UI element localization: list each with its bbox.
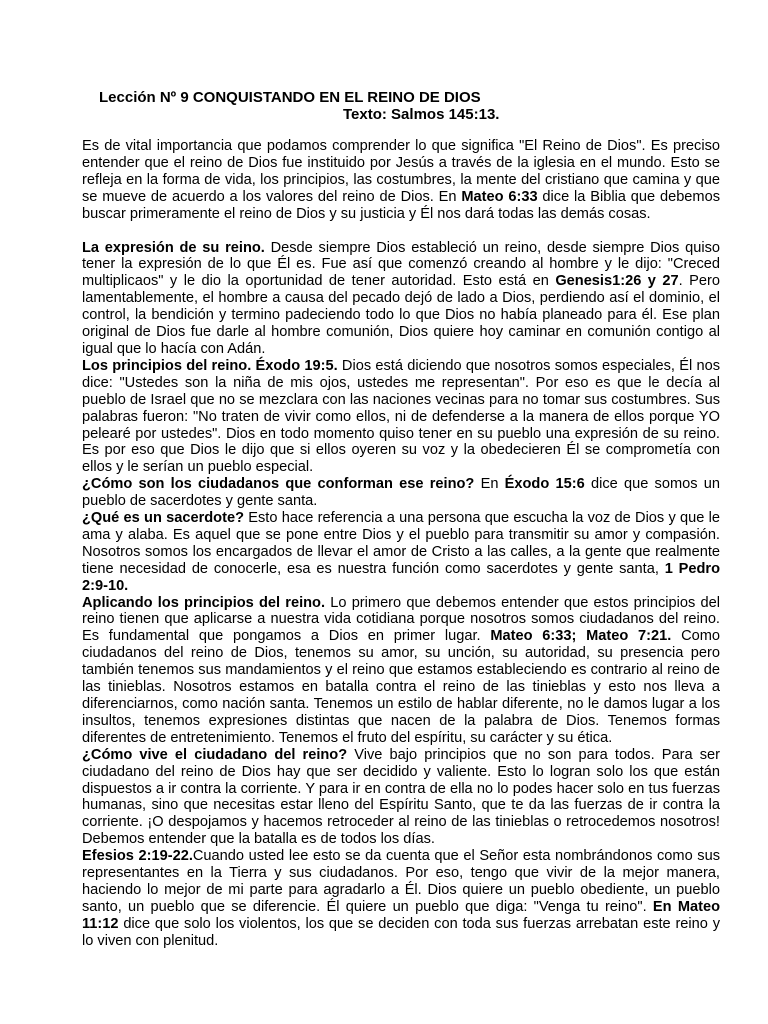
- text-run: Esto hace referencia a una persona que escucha la voz de Dios y que le ama y alaba. Es aquel que se pone entre Dios y el pueblo para transmitir su amor y compasión. Nosotros somos los encargados de llevar el amor de Cristo a las calles, a la gente que realmente tiene necesidad de conocerle, esa es nuestra función como sacerdotes y gente santa,: [82, 510, 720, 577]
- text-run: En: [474, 476, 505, 493]
- text-reference: Texto: Salmos 145:13.: [343, 106, 500, 123]
- section-heading: La expresión de su reino.: [82, 239, 265, 256]
- paragraph-sacerdote: [82, 510, 720, 595]
- paragraph-intro: [82, 138, 720, 223]
- bible-reference: Mateo 6:33; Mateo 7:21.: [490, 628, 672, 645]
- text-run: Dios está diciendo que nosotros somos especiales, Él nos dice: "Ustedes son la niña de mis ojos, ustedes me representan". Por eso es que le decía al pueblo de Israel que no se mezclara con las naciones vecinas para no tomar sus costumbres. Sus palabras fueron: "No traten de vivir como ellos, ni de defenderse a la manera de ellos porque YO pelearé por ustedes". Dios en todo momento quiso tener en su pueblo una expresión de su reino. Es por eso que Dios le dijo que si ellos oyeren su voz y la obedecieren Él se comprometía con ellos y le serían un pueblo especial.: [82, 357, 720, 476]
- bible-reference: En Mateo 11:12: [82, 898, 720, 932]
- paragraph-como-vive: [82, 747, 720, 848]
- section-heading: Aplicando los principios del reino.: [82, 594, 326, 611]
- text-run: Vive bajo principios que no son para todos. Para ser ciudadano del reino de Dios hay que ser decidido y valiente. Esto lo logran solo los que están dispuestos a ir contra la corriente. Y para ir en contra de ella no lo podes hacer solo en tus fuerzas humanas, sino que necesitas estar lleno del Espíritu Santo, que te da las fuerzas de ir contra la corriente. ¡O despojamos y hacemos retroceder al reino de las tinieblas o retrocedemos nosotros! Debemos entender que la batalla es de todos los días.: [82, 746, 721, 848]
- text-run: dice que somos un pueblo de sacerdotes y gente santa.: [82, 476, 721, 510]
- text-run: dice que solo los violentos, los que se deciden con toda sus fuerzas arrebatan este reino y lo viven con plenitud.: [82, 915, 720, 949]
- bible-reference: Efesios 2:19-22.: [82, 848, 193, 865]
- text-run: Como ciudadanos del reino de Dios, tenemos su amor, su unción, su autoridad, su presencia pero también tenemos sus mandamientos y el reino que estamos estableciendo es contrario al reino de las tinieblas. Nosotros estamos en batalla contra el reino de las tinieblas y esto nos lleva a diferenciarnos, como nación santa. Tenemos un estilo de hablar diferente, no le damos lugar a los insultos, tenemos expresiones distintas que nacen de la palabra de Dios. Tenemos formas diferentes de entretenimiento. Tenemos el fruto del espíritu, su carácter y su ética.: [82, 628, 721, 746]
- bible-reference: Éxodo 15:6: [504, 476, 585, 493]
- section-heading: ¿Cómo vive el ciudadano del reino?: [82, 746, 348, 763]
- text-run: Lo primero que debemos entender que estos principios del reino tienen que aplicarse a nuestra vida cotidiana porque nosotros somos ciudadanos del reino. Es fundamental que pongamos a Dios en primer lugar.: [82, 594, 720, 645]
- text-run: . Pero lamentablemente, el hombre a causa del pecado dejó de lado a Dios, perdiendo así el dominio, el control, la bendición y termino padeciendo todo lo que Dios no había planeado para él. Ese plan original de Dios fue darle al hombre comunión, Dios quiere hoy caminar en comunión contigo al igual que lo hacía con Adán.: [82, 273, 721, 357]
- text-run: Es de vital importancia que podamos comprender lo que significa "El Reino de Dios". Es preciso entender que el reino de Dios fue instituido por Jesús a través de la iglesia en el mundo. Esto se refleja en la forma de vida, los principios, las costumbres, la mente del cristiano que camina y que se mueve de acuerdo a los valores del reino de Dios. En: [82, 138, 720, 205]
- bible-reference: Genesis1:26 y 27: [555, 273, 679, 290]
- paragraph-expresion: [82, 240, 720, 358]
- document-body: [82, 138, 720, 950]
- paragraph-principios: [82, 358, 720, 476]
- paragraph-aplicando: [82, 595, 720, 747]
- bible-reference: Mateo 6:33: [461, 188, 538, 205]
- section-heading: ¿Cómo son los ciudadanos que conforman ese reino?: [82, 476, 475, 493]
- section-heading: Los principios del reino. Éxodo 19:5.: [82, 357, 338, 374]
- text-run: Cuando usted lee esto se da cuenta que el Señor esta nombrándonos como sus representantes en la Tierra y sus ciudadanos. Por eso, tengo que vivir de la mejor manera, haciendo lo mejor de mi parte para agradarlo a Él. Dios quiere un pueblo obediente, un pueblo santo, un pueblo que se diferencie. Él quiere un pueblo que diga: "Venga tu reino".: [82, 848, 721, 915]
- text-run: dice la Biblia que debemos buscar primeramente el reino de Dios y su justicia y Él nos dará todas las demás cosas.: [82, 188, 720, 222]
- text-run: Desde siempre Dios estableció un reino, desde siempre Dios quiso tener la expresión de lo que Él es. Fue así que comenzó creando al hombre y le dijo: "Creced multiplicaos" y le dio la oportunidad de tener autoridad. Esto está en: [82, 239, 720, 290]
- paragraph-efesios: [82, 848, 720, 949]
- lesson-title: Lección Nº 9 CONQUISTANDO EN EL REINO DE DIOS: [99, 89, 481, 106]
- paragraph-ciudadanos: [82, 476, 720, 510]
- bible-reference: 1 Pedro 2:9-10.: [82, 560, 720, 594]
- section-heading: ¿Qué es un sacerdote?: [82, 510, 244, 527]
